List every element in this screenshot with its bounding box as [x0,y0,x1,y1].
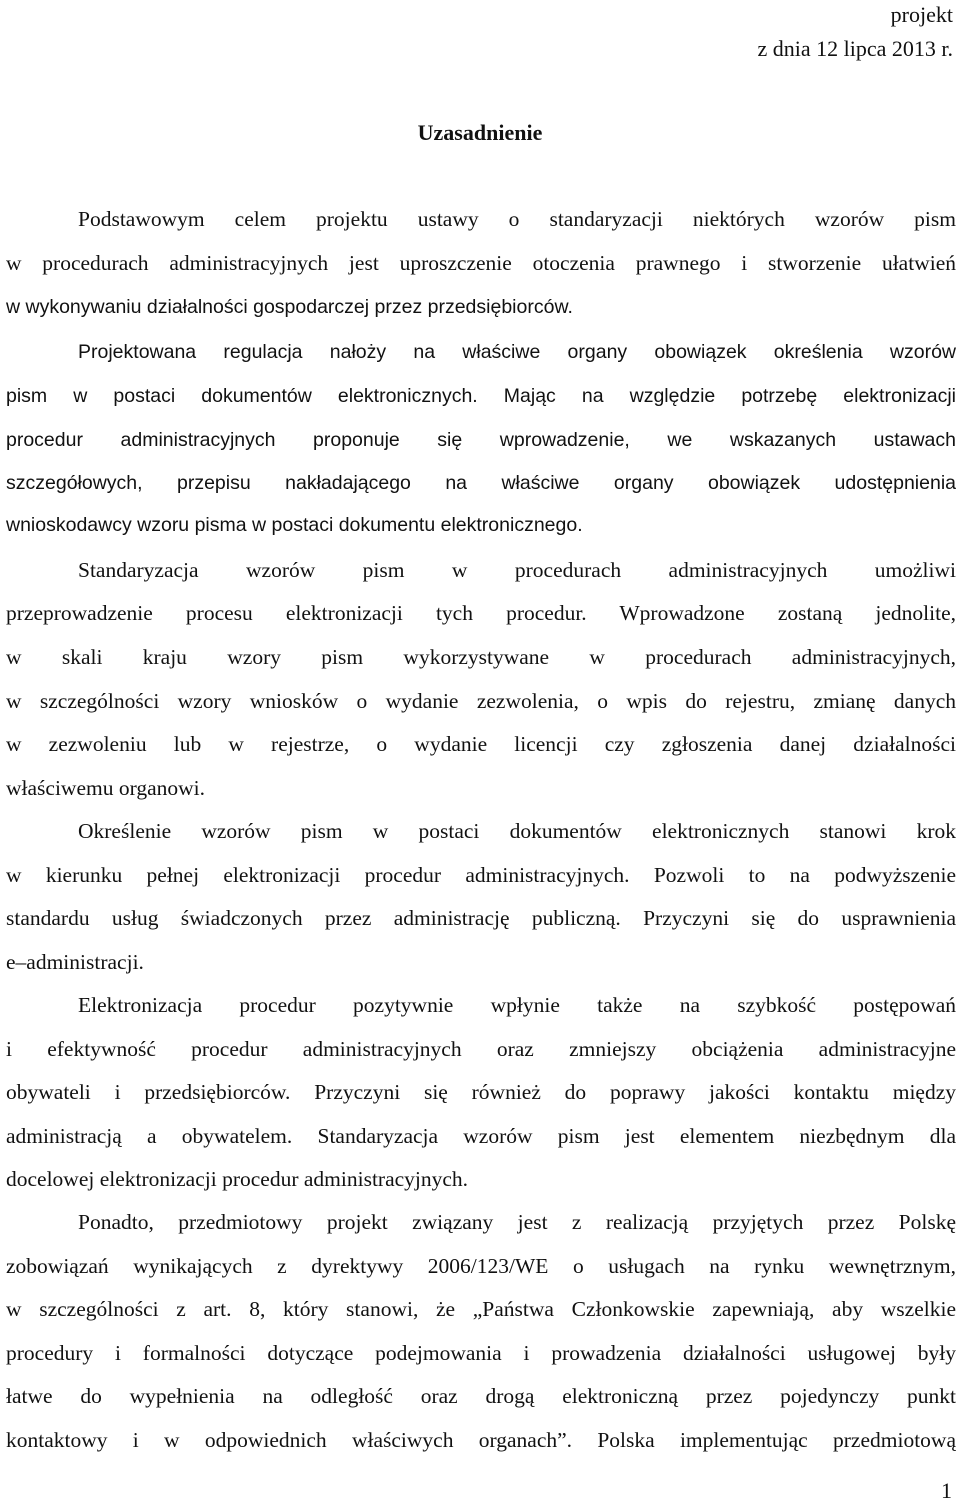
text-line: Podstawowym celem projektu ustawy o standaryzacji niektórych wzorów pism [78,207,956,231]
text-line: Elektronizacja procedur pozytywnie wpłynie także na szybkość postępowań [78,993,956,1017]
text-line: pism w postaci dokumentów elektronicznych. Mając na względzie potrzebę elektronizacji [6,385,956,407]
text-line: w skali kraju wzory pism wykorzystywane w procedurach administracyjnych, [6,645,956,669]
text-line: zobowiązań wynikających z dyrektywy 2006/123/WE o usługach na rynku wewnętrznym, [6,1254,956,1278]
text-line: w procedurach administracyjnych jest uproszczenie otoczenia prawnego i stworzenie ułatwień [6,251,956,275]
document-header [757,0,953,66]
text-line: w szczególności z art. 8, który stanowi, że „Państwa Członkowskie zapewniają, aby wszelkie [6,1297,956,1321]
text-line: Ponadto, przedmiotowy projekt związany jest z realizacją przyjętych przez Polskę [78,1210,956,1234]
text-line: obywateli i przedsiębiorców. Przyczyni się również do poprawy jakości kontaktu między [6,1080,956,1104]
text-line: przeprowadzenie procesu elektronizacji tych procedur. Wprowadzone zostaną jednolite, [6,601,956,625]
text-line: e–administracji. [6,950,144,974]
text-line: w kierunku pełnej elektronizacji procedur administracyjnych. Pozwoli to na podwyższenie [6,863,956,887]
text-line: Określenie wzorów pism w postaci dokumentów elektronicznych stanowi krok [78,819,956,843]
document-date: z dnia 12 lipca 2013 r. [757,36,953,61]
text-line: w wykonywaniu działalności gospodarczej przez przedsiębiorców. [6,296,573,318]
text-line: łatwe do wypełnienia na odległość oraz drogą elektroniczną przez pojedynczy punkt [6,1384,956,1408]
text-line: w zezwoleniu lub w rejestrze, o wydanie licencji czy zgłoszenia danej działalności [6,732,956,756]
text-line: docelowej elektronizacji procedur administracyjnych. [6,1167,469,1191]
text-line: procedury i formalności dotyczące podejmowania i prowadzenia działalności usługowej były [6,1341,956,1365]
text-line: procedur administracyjnych proponuje się wprowadzenie, we wskazanych ustawach [6,429,956,451]
text-line: wnioskodawcy wzoru pisma w postaci dokumentu elektronicznego. [6,514,583,536]
text-line: kontaktowy i w odpowiednich właściwych organach”. Polska implementując przedmiotową [6,1428,956,1452]
text-line: właściwemu organowi. [6,776,206,800]
text-line: Standaryzacja wzorów pism w procedurach administracyjnych umożliwi [78,558,956,582]
document-status: projekt [890,2,953,27]
text-line: administracją a obywatelem. Standaryzacja wzorów pism jest elementem niezbędnym dla [6,1124,956,1148]
text-line: standardu usług świadczonych przez administrację publiczną. Przyczyni się do usprawnienia [6,906,956,930]
text-line: szczegółowych, przepisu nakładającego na właściwe organy obowiązek udostępnienia [6,472,956,494]
text-line: i efektywność procedur administracyjnych oraz zmniejszy obciążenia administracyjne [6,1037,956,1061]
text-line: Projektowana regulacja nałoży na właściwe organy obowiązek określenia wzorów [78,341,956,363]
text-line: w szczególności wzory wniosków o wydanie zezwolenia, o wpis do rejestru, zmianę danych [6,689,956,713]
page-number: 1 [941,1478,952,1503]
document-title: Uzasadnienie [417,120,543,145]
